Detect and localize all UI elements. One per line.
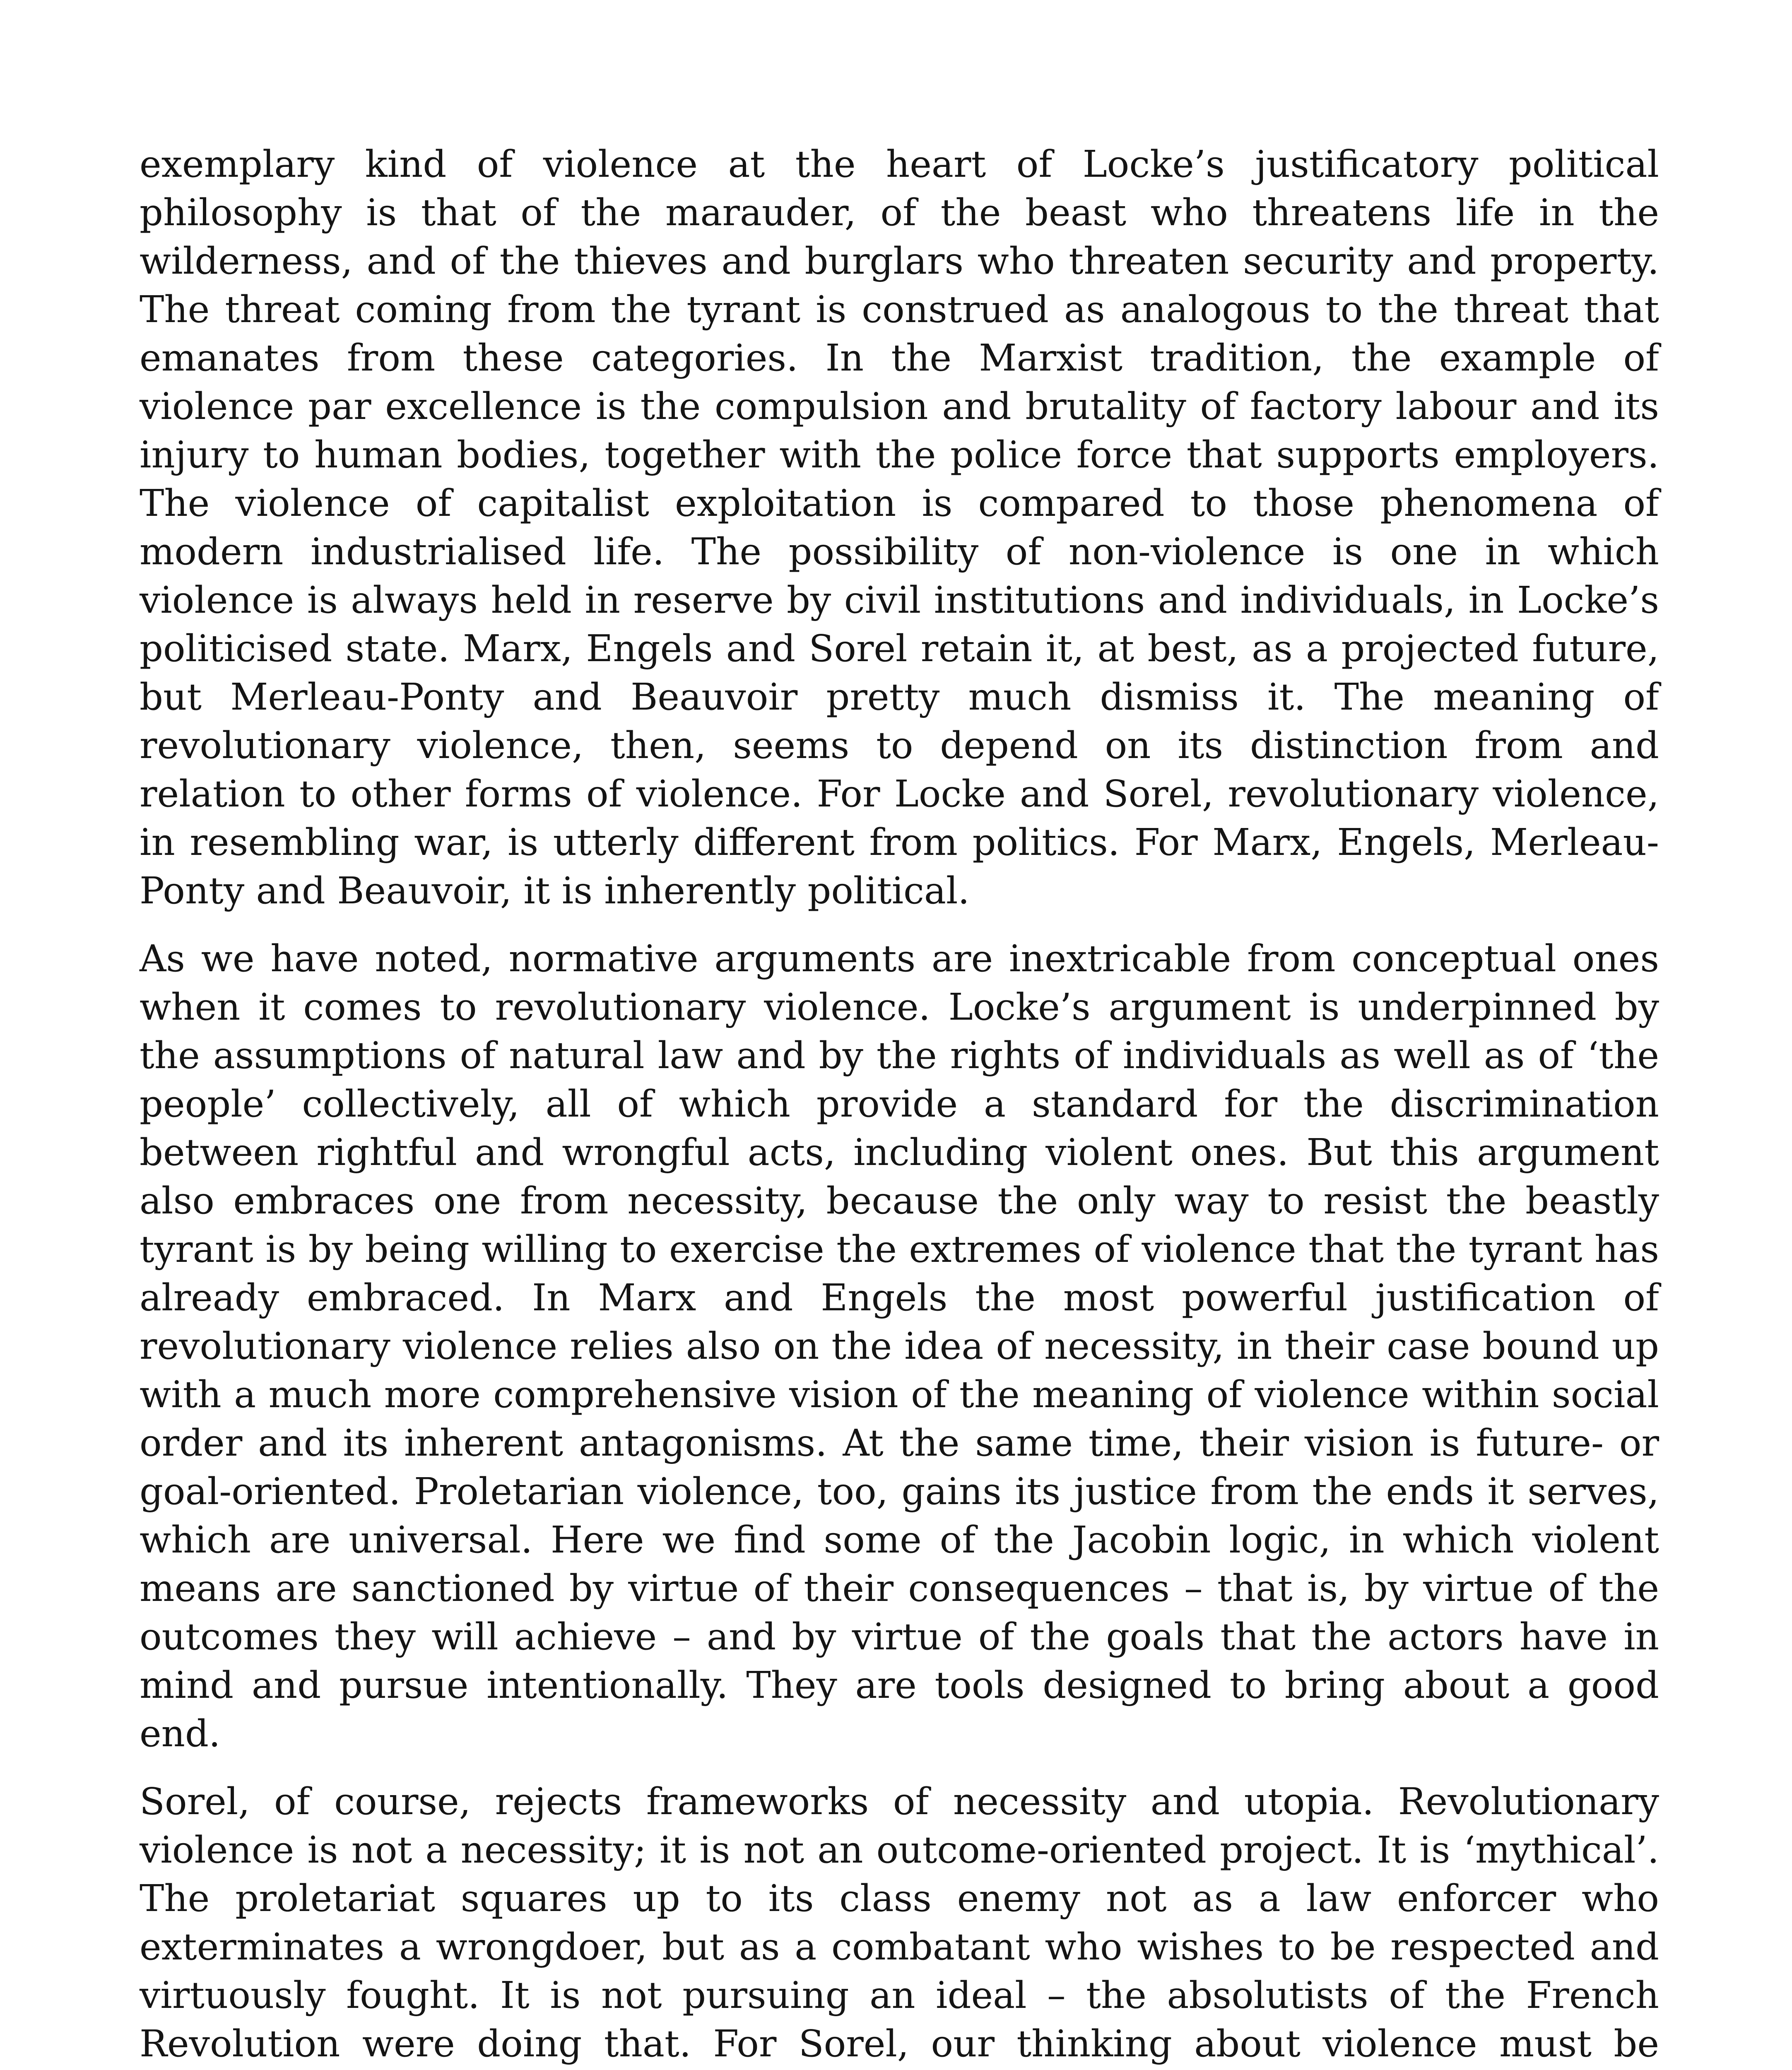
page-body: [140, 140, 1659, 2070]
paragraph-2: As we have noted, normative arguments are inextricable from conceptual ones when it comes to revolutionary violence. Locke’s argument is underpinned by the assumptions of natural law and by the rights of individuals as well as of ‘the people’ collectively, all of which provide a standard for the discrimination between rightful and wrongful acts, including violent ones. But this argument also embraces one from necessity, because the only way to resist the beastly tyrant is by being willing to exercise the extremes of violence that the tyrant has already embraced. In Marx and Engels the most powerful justification of revolutionary violence relies also on the idea of necessity, in their case bound up with a much more comprehensive vision of the meaning of violence within social order and its inherent antagonisms. At the same time, their vision is future- or goal-oriented. Proletarian violence, too, gains its justice from the ends it serves, which are universal. Here we find some of the Jacobin logic, in which violent means are sanctioned by virtue of their consequences – that is, by virtue of the outcomes they will achieve – and by virtue of the goals that the actors have in mind and pursue intentionally. They are tools designed to bring about a good end.: [140, 937, 1659, 1755]
paragraph-1: exemplary kind of violence at the heart of Locke’s justificatory political philosophy is that of the marauder, of the beast who threatens life in the wilderness, and of the thieves and burglars who threaten security and property. The threat coming from the tyrant is construed as analogous to the threat that emanates from these categories. In the Marxist tradition, the example of violence par excellence is the compulsion and brutality of factory labour and its injury to human bodies, together with the police force that supports employers. The violence of capitalist exploitation is compared to those phenomena of modern industrialised life. The possibility of non-violence is one in which violence is always held in reserve by civil institutions and individuals, in Locke’s politicised state. Marx, Engels and Sorel retain it, at best, as a projected future, but Merleau-Ponty and Beauvoir pretty much dismiss it. The meaning of revolutionary violence, then, seems to depend on its distinction from and relation to other forms of violence. For Locke and Sorel, revolutionary violence, in resembling war, is utterly different from politics. For Marx, Engels, Merleau-Ponty and Beauvoir, it is inherently political.: [140, 142, 1659, 912]
paragraph-3: Sorel, of course, rejects frameworks of necessity and utopia. Revolutionary violence is not a necessity; it is not an outcome-oriented project. It is ‘mythical’. The proletariat squares up to its class enemy not as a law enforcer who exterminates a wrongdoer, but as a combatant who wishes to be respected and virtuously fought. It is not pursuing an ideal – the absolutists of the French Revolution were doing that. For Sorel, our thinking about violence must be: [140, 1780, 1659, 2065]
